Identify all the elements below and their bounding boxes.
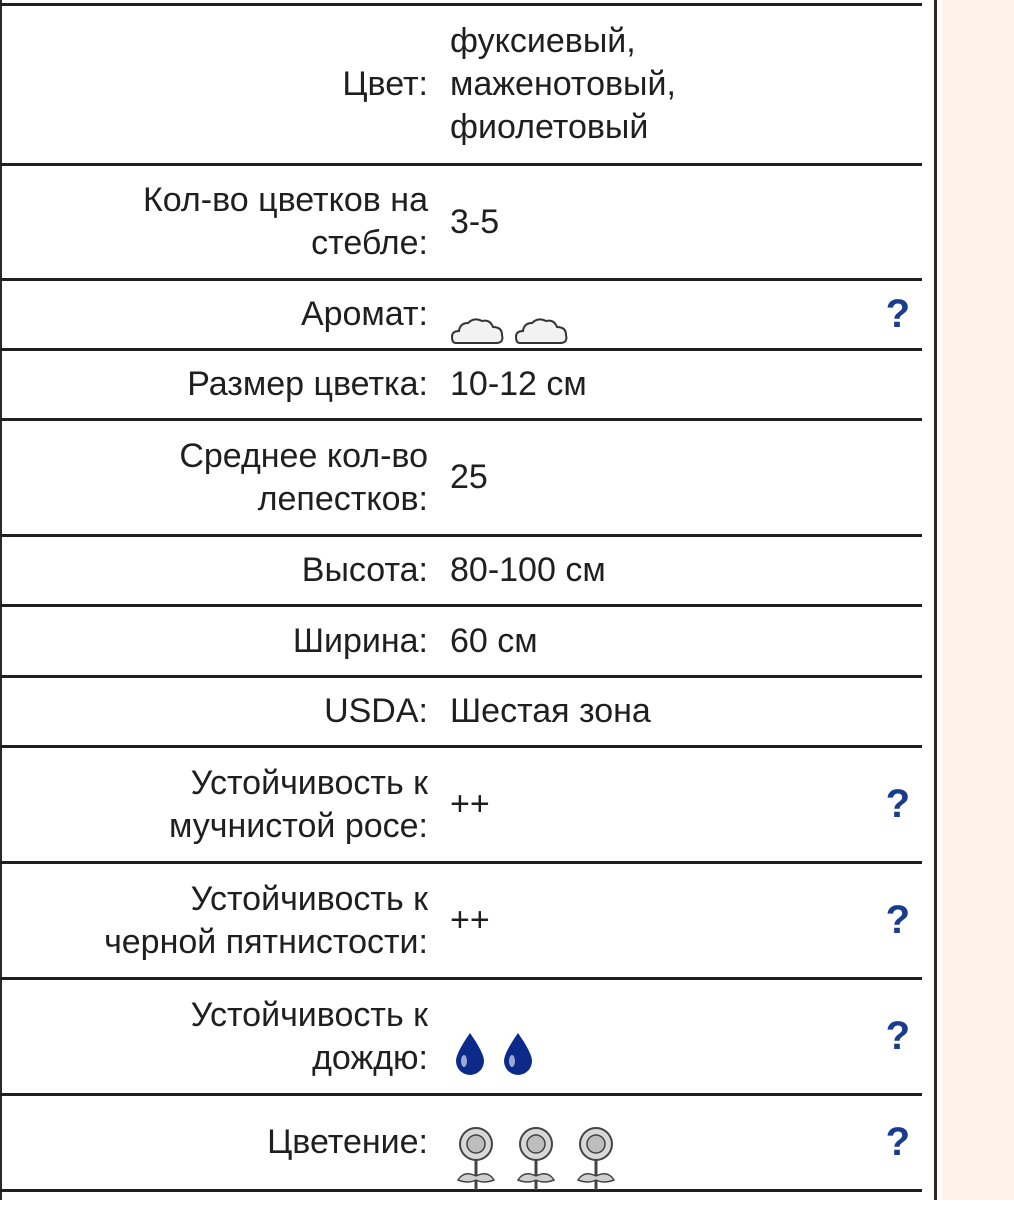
- side-border: [934, 0, 937, 1200]
- value-flower-size: 10-12 см: [450, 365, 587, 403]
- value-aroma: [450, 281, 570, 348]
- row-color: [0, 6, 922, 166]
- row-bloom: [0, 1096, 922, 1192]
- value-color: фуксиевый, маженотовый, фиолетовый: [450, 22, 676, 146]
- flower-icon: [570, 1081, 622, 1205]
- raindrop-icon: [498, 986, 538, 1088]
- label-bloom: Цветение:: [267, 1123, 428, 1161]
- label-color: Цвет:: [342, 65, 428, 103]
- row-aroma: [0, 281, 922, 351]
- cloud-icon: [450, 272, 506, 358]
- row-petals: [0, 421, 922, 537]
- row-height: [0, 537, 922, 607]
- label-width: Ширина:: [292, 621, 428, 660]
- value-petals: 25: [450, 458, 488, 496]
- side-panel: [942, 0, 1014, 1200]
- value-height: 80-100 см: [450, 551, 606, 589]
- flower-icon: [510, 1081, 562, 1205]
- help-rain-button[interactable]: ?: [885, 1014, 910, 1058]
- row-flowers-per-stem: [0, 166, 922, 281]
- row-width: [0, 607, 922, 678]
- label-usda: USDA:: [324, 692, 428, 730]
- row-powdery-mildew: [0, 748, 922, 864]
- label-petals: Среднее кол-во лепестков:: [179, 436, 428, 518]
- value-powdery-mildew: ++: [450, 785, 490, 823]
- row-flower-size: [0, 351, 922, 421]
- value-black-spot: ++: [450, 901, 490, 939]
- value-bloom: [450, 1096, 622, 1189]
- label-flower-size: Размер цветка:: [187, 365, 428, 403]
- help-aroma-button[interactable]: ?: [885, 292, 910, 336]
- label-black-spot: Устойчивость к черной пятнистости:: [104, 879, 428, 961]
- value-width: 60 см: [450, 621, 538, 660]
- value-usda: Шестая зона: [450, 692, 651, 730]
- cloud-icon: [514, 272, 570, 358]
- row-black-spot: [0, 864, 922, 980]
- label-powdery-mildew: Устойчивость к мучнистой росе:: [169, 763, 428, 845]
- label-height: Высота:: [301, 551, 428, 589]
- label-flowers-per-stem: Кол-во цветков на стебле:: [142, 181, 428, 262]
- row-rain: [0, 980, 922, 1096]
- raindrop-icon: [450, 986, 490, 1088]
- label-rain: Устойчивость к дождю:: [190, 995, 428, 1077]
- row-usda: [0, 678, 922, 748]
- help-bloom-button[interactable]: ?: [885, 1120, 910, 1164]
- help-powdery-mildew-button[interactable]: ?: [885, 782, 910, 826]
- help-black-spot-button[interactable]: ?: [885, 898, 910, 942]
- value-rain: [450, 980, 538, 1093]
- flower-icon: [450, 1081, 502, 1205]
- label-aroma: Аромат:: [300, 295, 428, 333]
- value-flowers-per-stem: 3-5: [450, 202, 500, 241]
